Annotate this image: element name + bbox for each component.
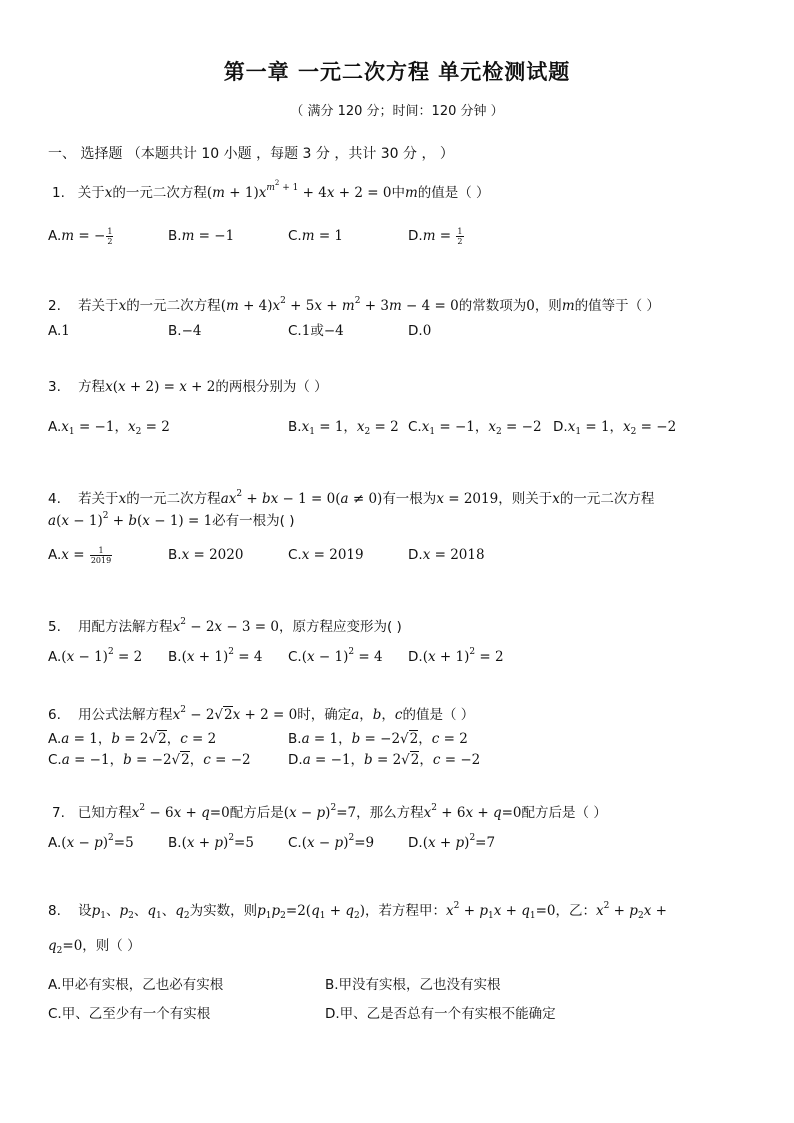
option-b[interactable]: B.−4 [168, 323, 202, 339]
option-d[interactable]: D.a = −1，b = 2√2，c = −2 [288, 752, 481, 768]
question-8: 8. 设$p_1$、$p_2$、$q_1$、$q_2$为实数，则$p_1p_2=2(q_1 + q_2)$，若方程甲：$x^2 + p_1x + q_1=0$，乙：$x^2 + p_2x$ + [48, 901, 667, 921]
page-title: 第一章 一元二次方程 单元检测试题 [223, 59, 571, 84]
option-b[interactable]: $B.(x + p)^2=5$ [168, 833, 254, 851]
question-4-continued: $a(x - 1)^2 + b(x - 1) = 1$必有一根为( ) [48, 511, 295, 529]
question-number: 7. [52, 805, 65, 821]
option-c[interactable]: $C.(x - 1)^2 = 4$ [288, 647, 383, 665]
question-5: 5. 用配方法解方程$x^2 - 2x - 3 = 0$，原方程应变形为( ) [48, 617, 402, 635]
option-a[interactable]: A.1 [48, 323, 70, 339]
option-a[interactable]: A.甲必有实根，乙也必有实根 [48, 977, 224, 993]
option-b[interactable]: $B.x_1 = 1$，$x_2 = 2$ [288, 419, 399, 437]
question-8-continued: $q_2=0$，则（ ） [48, 938, 141, 956]
option-a[interactable]: $A.x_1 = -1$，$x_2 = 2$ [48, 419, 170, 437]
question-number: 1. [52, 185, 65, 201]
option-d[interactable]: $D.(x + p)^2=7$ [408, 833, 496, 851]
question-4: 4. 若关于x的一元二次方程$ax^2$ + bx − 1 = 0(a ≠ 0)有一根为x = 2019，则关于x的一元二次方程 [48, 489, 655, 507]
question-7: 7. 已知方程$x^2 - 6x + q=0$配方后是$(x - p)^2=7$，那么方程$x^2 + 6x + q=0$配方后是（ ） [52, 803, 607, 821]
option-a[interactable]: $A.(x - p)^2=5$ [48, 833, 134, 851]
option-c[interactable]: $C.x_1 = -1$，$x_2 = -2$ [408, 419, 542, 437]
option-d[interactable]: D.x = 2018 [408, 547, 485, 563]
question-number: 3. [48, 379, 61, 395]
question-number: 6. [48, 707, 61, 723]
option-b[interactable]: B.x = 2020 [168, 547, 244, 563]
option-d[interactable]: D.m = $\frac{1}{2}$ [408, 226, 463, 246]
question-1: 1. 关于x的一元二次方程$(m + 1)x^{m^2 + 1} + 4x + 2 = 0$中m的值是（ ） [52, 179, 490, 201]
exam-info: （ 满分 120 分；时间：120 分钟 ） [290, 104, 504, 119]
question-number: 5. [48, 619, 61, 635]
option-d[interactable]: D.0 [408, 323, 432, 339]
question-number: 4. [48, 491, 61, 507]
option-d[interactable]: $D.x_1 = 1$，$x_2 = -2$ [553, 419, 677, 437]
option-a[interactable]: A.x = $\frac{1}{2019}$ [48, 545, 112, 565]
option-a[interactable]: A.a = 1，b = 2√2，c = 2 [48, 731, 217, 747]
option-d[interactable]: D.甲、乙是否总有一个有实根不能确定 [325, 1006, 556, 1022]
option-c[interactable]: $C.(x - p)^2=9$ [288, 833, 375, 851]
question-number: 8. [48, 903, 61, 919]
option-b[interactable]: B.甲没有实根，乙也没有实根 [325, 977, 501, 993]
option-c[interactable]: C.m = 1 [288, 228, 344, 244]
question-6: 6. 用公式法解方程$x^2 - 2√2x + 2 = 0$时，确定a，b，c的值是（ ） [48, 705, 475, 723]
question-number: 2. [48, 298, 61, 314]
option-b[interactable]: B.a = 1，b = −2√2，c = 2 [288, 731, 468, 747]
option-c[interactable]: C.a = −1，b = −2√2，c = −2 [48, 752, 251, 768]
option-b[interactable]: $B.(x + 1)^2 = 4$ [168, 647, 263, 665]
option-d[interactable]: $D.(x + 1)^2 = 2$ [408, 647, 504, 665]
section-heading: 一、 选择题 （本题共计 10 小题 ，每题 3 分 ，共计 30 分 ， ） [48, 146, 454, 162]
question-2: 2. 若关于x的一元二次方程$(m + 4)x^2 + 5x + m^2 + 3m - 4 = 0$的常数项为0，则m的值等于（ ） [48, 296, 660, 314]
option-a[interactable]: A.m = − $\frac{1}{2}$ [48, 226, 113, 246]
option-c[interactable]: C.甲、乙至少有一个有实根 [48, 1006, 211, 1022]
option-b[interactable]: B.m = −1 [168, 228, 235, 244]
option-c[interactable]: C.1或−4 [288, 323, 344, 339]
question-3: 3. 方程x(x + 2) = x + 2的两根分别为（ ） [48, 379, 328, 395]
option-c[interactable]: C.x = 2019 [288, 547, 364, 563]
option-a[interactable]: $A.(x - 1)^2 = 2$ [48, 647, 143, 665]
